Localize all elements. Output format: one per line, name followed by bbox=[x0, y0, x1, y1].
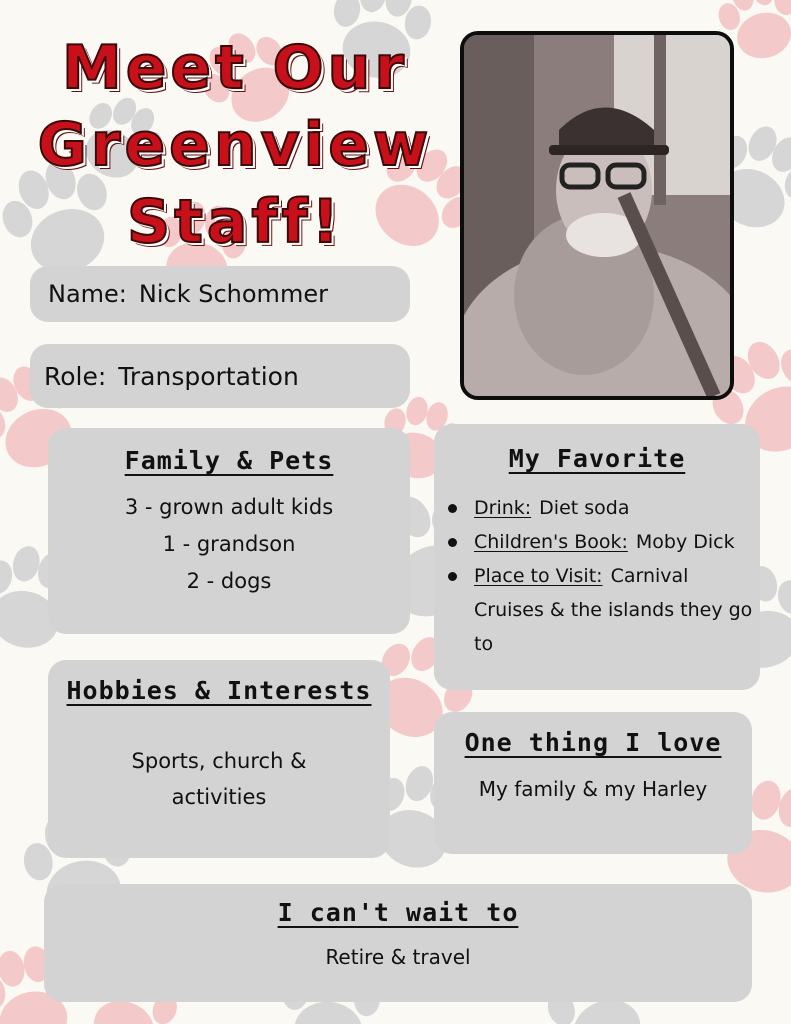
family-line-1: 3 - grown adult kids bbox=[124, 495, 334, 519]
hobbies-line-1: Sports, church & bbox=[131, 749, 307, 773]
page-title bbox=[20, 30, 450, 261]
family-pets-card bbox=[48, 428, 410, 634]
favorite-item-drink bbox=[474, 491, 760, 525]
hobbies-heading: Hobbies & Interests bbox=[66, 676, 372, 705]
favorite-value-drink: Diet soda bbox=[539, 497, 630, 519]
title-line-2: Greenview bbox=[37, 110, 433, 180]
family-pets-list bbox=[48, 489, 410, 600]
title-line-1: Meet Our bbox=[62, 33, 408, 103]
hobbies-card bbox=[48, 660, 390, 858]
role-field bbox=[30, 344, 410, 408]
favorite-key-book: Children's Book: bbox=[474, 531, 628, 553]
name-value: Nick Schommer bbox=[138, 280, 328, 308]
favorite-list bbox=[434, 491, 760, 661]
name-label: Name: bbox=[48, 280, 127, 308]
love-card bbox=[434, 712, 752, 854]
family-pets-heading: Family & Pets bbox=[124, 446, 334, 475]
favorite-item-place bbox=[474, 559, 760, 661]
favorite-key-drink: Drink: bbox=[474, 497, 532, 519]
cant-wait-text: Retire & travel bbox=[325, 945, 471, 969]
cant-wait-card bbox=[44, 884, 752, 1002]
favorite-item-book bbox=[474, 525, 760, 559]
name-field bbox=[30, 266, 410, 322]
love-heading: One thing I love bbox=[464, 728, 722, 757]
staff-photo bbox=[460, 31, 734, 400]
favorite-value-book: Moby Dick bbox=[635, 531, 735, 553]
favorite-key-place: Place to Visit: bbox=[474, 565, 603, 587]
favorite-value-place: Carnival Cruises & the islands they go to bbox=[474, 565, 753, 655]
my-favorite-card bbox=[434, 424, 760, 690]
title-line-3: Staff! bbox=[127, 187, 343, 257]
cant-wait-heading: I can't wait to bbox=[277, 898, 519, 927]
role-label: Role: bbox=[44, 361, 107, 391]
role-value: Transportation bbox=[118, 361, 299, 391]
love-text: My family & my Harley bbox=[478, 777, 708, 801]
hobbies-line-2: activities bbox=[171, 785, 267, 809]
hobbies-text bbox=[48, 743, 390, 815]
family-line-2: 1 - grandson bbox=[162, 532, 296, 556]
family-line-3: 2 - dogs bbox=[186, 569, 272, 593]
my-favorite-heading: My Favorite bbox=[508, 444, 686, 473]
